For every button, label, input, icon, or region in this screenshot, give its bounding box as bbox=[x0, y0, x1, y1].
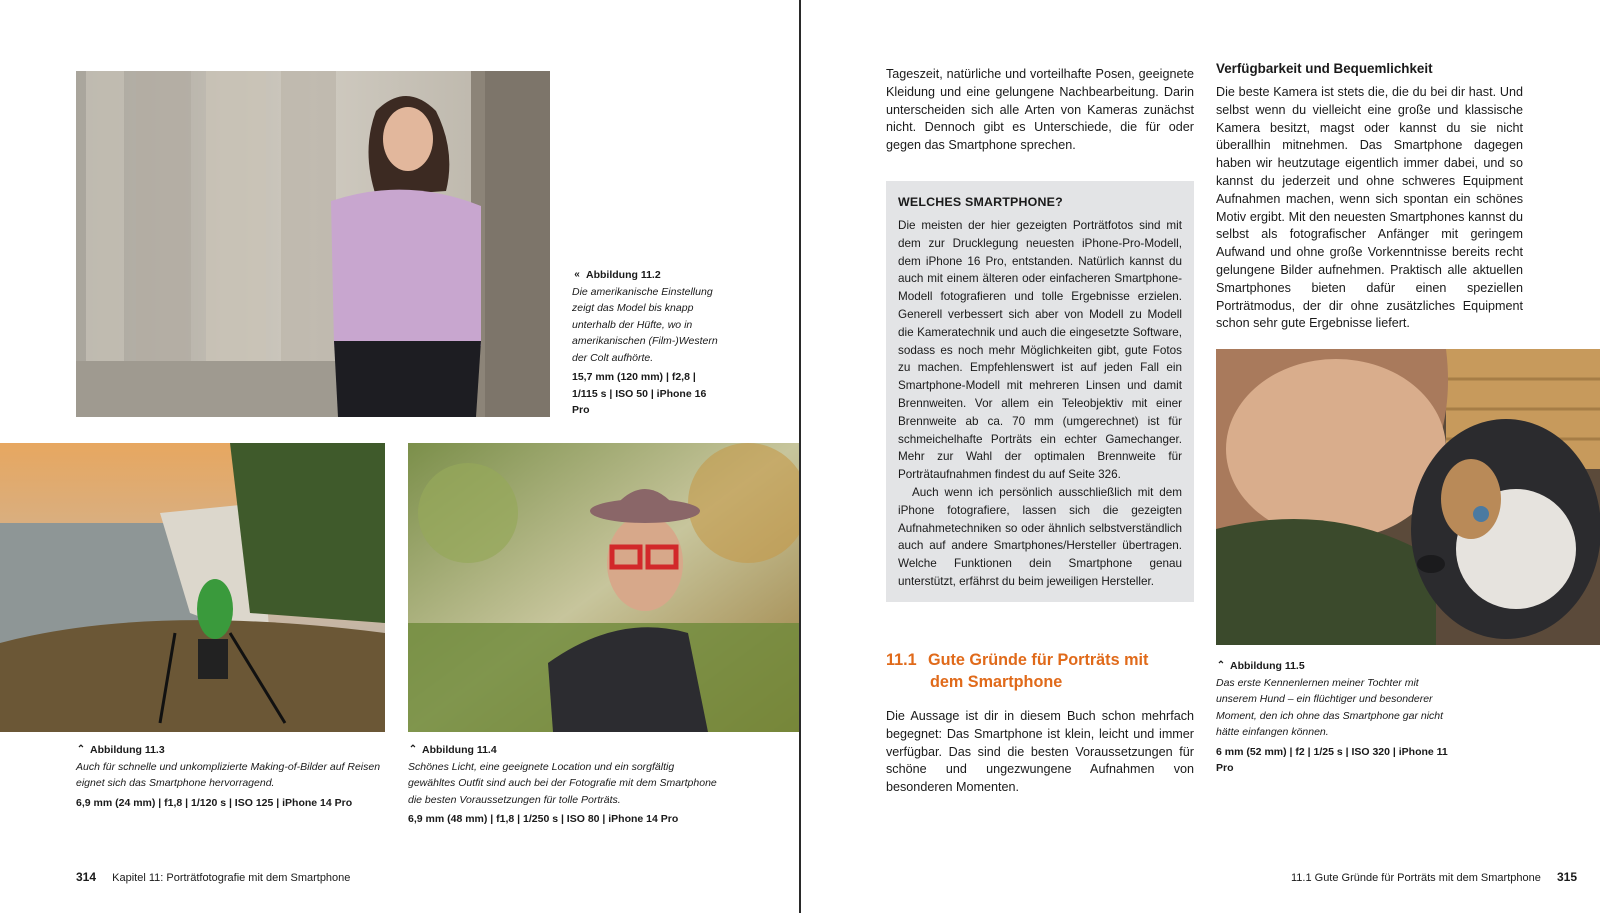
double-chevron-up-icon: ⌃ bbox=[1216, 660, 1226, 671]
page-footer bbox=[1291, 870, 1577, 884]
section-number: 11.1 bbox=[886, 651, 917, 669]
subsection-paragraph: Die beste Kamera ist stets die, die du bei dir hast. Und selbst wenn du vielleicht eine große und klassische Kamera besitzt, magst oder kannst du sie nicht überallhin mitnehmen. Das Smartphone dagegen haben wir heutzutage eigentlich immer dabei, und so kannst du jederzeit und ohne schweres Equipment Aufnahmen machen, wenn sich spontan ein schönes Motiv ergibt. Mit den neuesten Smartphones kannst du selbst als fotografischer Anfänger mit geringem Aufwand und ohne große Vorkenntnisse bereits recht gelungene Bilder aufnehmen. Praktisch alle aktuellen Smartphones bieten dafür einen speziellen Porträtmodus, der dir ohne zusätzliches Equipment schon sehr gute Ergebnisse liefert. bbox=[1216, 85, 1523, 331]
figure-caption-text: Das erste Kennenlernen meiner Tochter mit unserem Hund – ein flüchtiger und besonderer Moment, den ich ohne das Smartphone gar nicht hätte einfangen können. bbox=[1216, 676, 1444, 738]
photo-coast-photographer bbox=[0, 443, 385, 732]
figure-specs: 15,7 mm (120 mm) | f2,8 | 1/115 s | ISO 50 | iPhone 16 Pro bbox=[572, 371, 707, 416]
photo-girl-puppy bbox=[1216, 349, 1600, 645]
figure-caption-text: Auch für schnelle und unkomplizierte Making-of-Bilder auf Reisen eignet sich das Smartphone hervorragend. bbox=[76, 760, 381, 789]
figure-label: Abbildung 11.2 bbox=[586, 269, 661, 281]
double-chevron-up-icon: ⌃ bbox=[76, 744, 86, 755]
photo-woman-column bbox=[76, 71, 550, 417]
left-page bbox=[0, 0, 799, 913]
figure-caption-11-3 bbox=[76, 742, 396, 811]
figure-caption-text: Schönes Licht, eine geeignete Location und ein sorgfältig gewähltes Outfit sind auch bei der Fotografie mit dem Smartphone die besten Voraussetzungen für tolle Porträts. bbox=[408, 760, 717, 806]
figure-specs: 6,9 mm (24 mm) | f1,8 | 1/120 s | ISO 125 | iPhone 14 Pro bbox=[76, 796, 353, 809]
double-chevron-up-icon: ⌃ bbox=[408, 744, 418, 755]
section-title-line1: Gute Gründe für Porträts mit bbox=[928, 651, 1149, 669]
photo-man-hat bbox=[408, 443, 799, 732]
running-section-title: 11.1 Gute Gründe für Porträts mit dem Smartphone bbox=[1290, 872, 1541, 884]
figure-label: Abbildung 11.3 bbox=[90, 744, 165, 756]
info-box-paragraph: Die meisten der hier gezeigten Porträtfotos sind mit dem zur Drucklegung neuesten iPhone-Pro-Modell, dem iPhone 16 Pro, entstanden. Natürlich kannst du auch mit einem älteren oder einfacheren Smartphone-Modell fotografieren und tolle Ergebnisse erzielen. Generell verbessert sich aber von Modell zu Modell die Kameratechnik und auch die eingesetzte Software, sodass es noch mehr Möglichkeiten gibt, gute Fotos zu machen. Empfehlenswert ist auf jeden Fall ein Smartphone-Modell mit mehreren Linsen und damit Brennweiten. Vor allem ein Teleobjektiv mit einer Brennweite ab ca. 70 mm (umgerechnet) ist für schmeichelhafte Porträts ein echter Gamechanger. Mehr zur Wahl der optimalen Brennweite für Porträtaufnahmen findest du auf Seite 326. bbox=[898, 219, 1182, 482]
figure-specs: 6,9 mm (48 mm) | f1,8 | 1/250 s | ISO 80 | iPhone 14 Pro bbox=[408, 813, 679, 825]
page-footer bbox=[76, 870, 350, 884]
figure-label: Abbildung 11.4 bbox=[422, 744, 497, 756]
page-number: 314 bbox=[76, 870, 97, 884]
subsection-heading: Verfügbarkeit und Bequemlichkeit bbox=[1216, 61, 1433, 76]
figure-caption-11-5 bbox=[1216, 658, 1456, 777]
section-paragraph: Die Aussage ist dir in diesem Buch schon mehrfach begegnet: Das Smartphone ist klein, leicht und immer verfügbar. Das sind die besten Voraussetzungen für schöne und ungezwungene Aufnahmen von besonderen Momenten. bbox=[886, 709, 1194, 795]
figure-caption-11-4 bbox=[408, 742, 718, 828]
right-page bbox=[801, 0, 1600, 913]
running-chapter-title: Kapitel 11: Porträtfotografie mit dem Smartphone bbox=[112, 872, 351, 884]
figure-label: Abbildung 11.5 bbox=[1230, 660, 1305, 672]
section-heading bbox=[886, 650, 1186, 693]
info-box-paragraph: Auch wenn ich persönlich ausschließlich mit dem iPhone fotografiere, lassen sich die gezeigten Aufnahmetechniken so oder ähnlich selbstverständlich auch auf andere Smartphones/Hersteller übertragen. Welche Funktionen dein Smartphone genau unterstützt, erfährst du beim jeweiligen Hersteller. bbox=[898, 485, 1182, 588]
intro-paragraph: Tageszeit, natürliche und vorteilhafte Posen, geeignete Kleidung und eine gelungene Nachbearbeitung. Darin unterscheiden sich alle Arten von Kameras zunächst nicht. Dennoch gibt es Unterschiede, die für oder gegen das Smartphone sprechen. bbox=[886, 67, 1194, 153]
info-box-title: WELCHES SMARTPHONE? bbox=[898, 195, 1063, 209]
page-number: 315 bbox=[1556, 870, 1577, 884]
figure-caption-text: Die amerikanische Einstellung zeigt das Model bis knapp unterhalb der Hüfte, wo in amerikanischen (Film-)Western der Colt aufhörte. bbox=[572, 285, 718, 364]
figure-caption-11-2 bbox=[572, 267, 722, 419]
double-chevron-left-icon: « bbox=[574, 269, 580, 280]
figure-specs: 6 mm (52 mm) | f2 | 1/25 s | ISO 320 | iPhone 11 Pro bbox=[1216, 745, 1448, 774]
section-title-line2: dem Smartphone bbox=[930, 672, 1063, 691]
info-box bbox=[886, 181, 1194, 602]
